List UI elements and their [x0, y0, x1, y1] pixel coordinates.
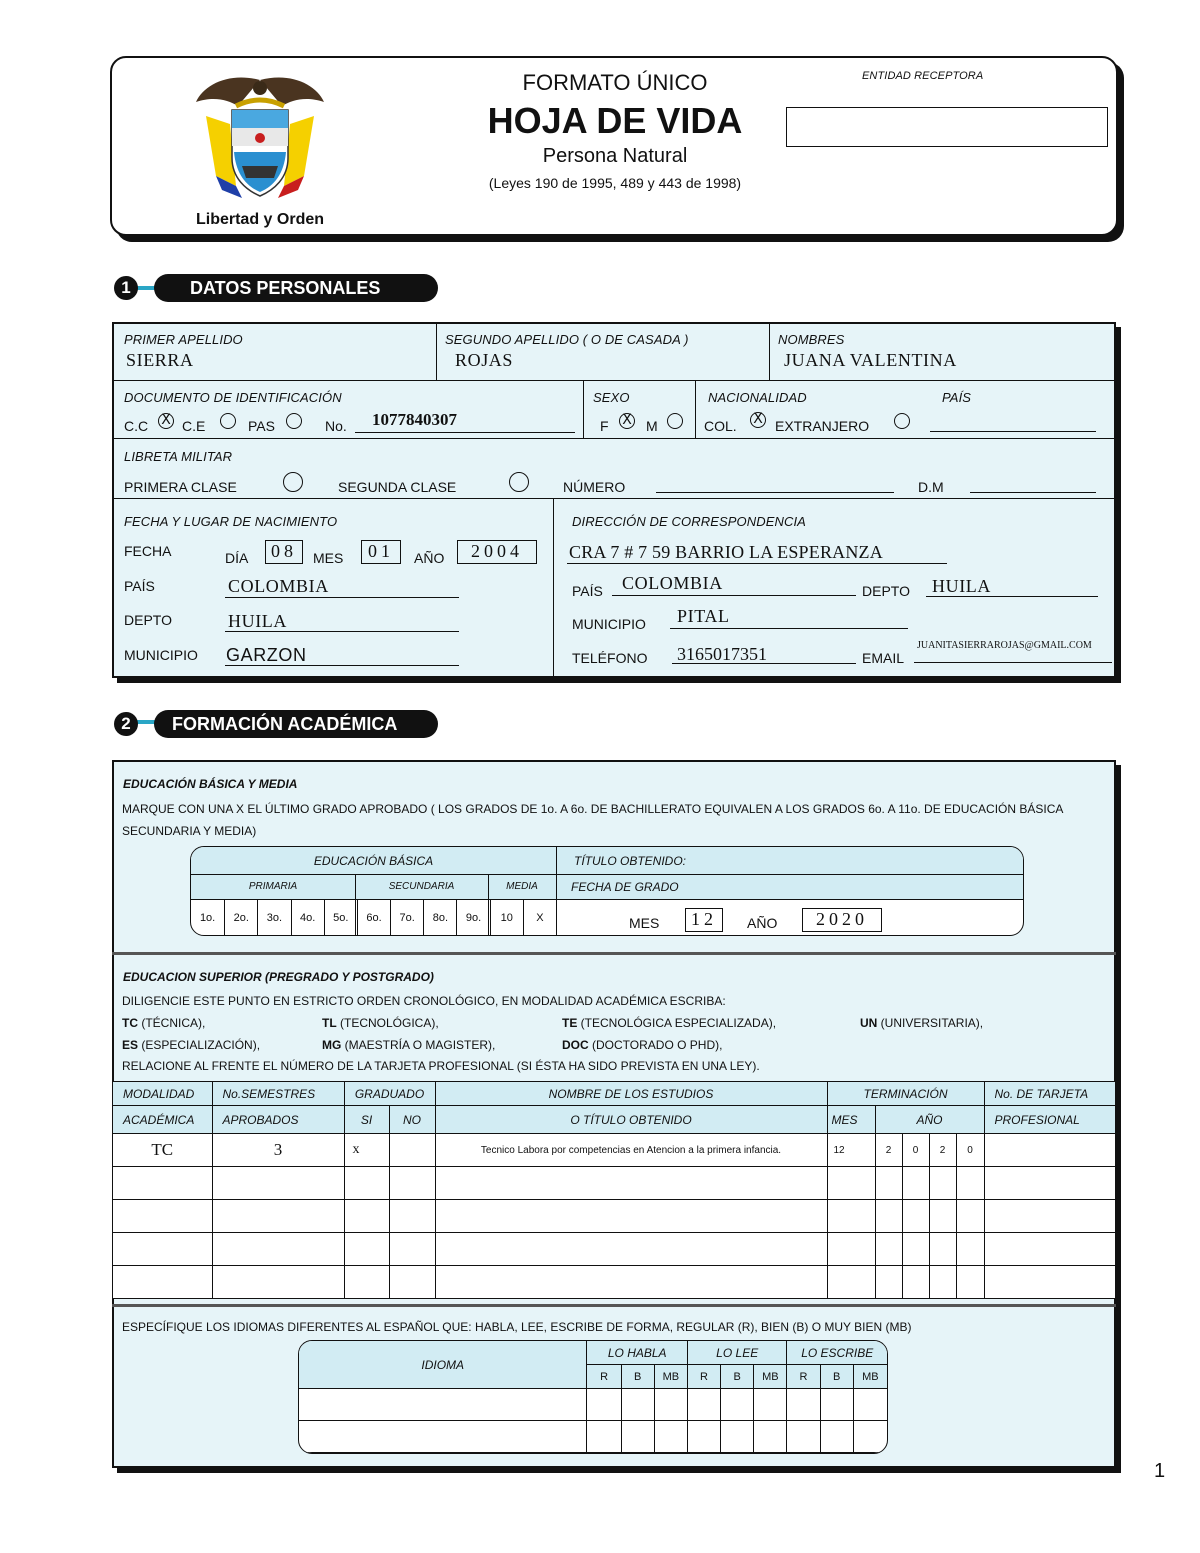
estudio-cell-si[interactable]: [344, 1266, 389, 1299]
dm-label: D.M: [918, 479, 944, 495]
idioma-level-cell[interactable]: [587, 1389, 621, 1421]
estudio-cell-y4[interactable]: [956, 1167, 984, 1200]
estudio-cell-nombre[interactable]: [435, 1167, 827, 1200]
estudio-cell-y4[interactable]: [956, 1200, 984, 1233]
lo-habla-header: LO HABLA: [587, 1341, 687, 1365]
estudio-cell-y4[interactable]: [956, 1266, 984, 1299]
level-mb-header: MB: [853, 1365, 887, 1389]
idioma-level-cell[interactable]: [621, 1389, 654, 1421]
estudio-cell-mes[interactable]: [827, 1200, 875, 1233]
grado-cell[interactable]: 2o.: [224, 899, 257, 936]
estudio-cell-si[interactable]: [344, 1167, 389, 1200]
estudio-cell-mes[interactable]: [827, 1233, 875, 1266]
mes-label: MES: [313, 550, 344, 566]
idioma-row: [299, 1421, 888, 1453]
col-tarjeta-header: No. DE TARJETA: [984, 1082, 1115, 1106]
superior-table: [113, 1081, 1115, 1299]
idiomas-table: [298, 1340, 888, 1453]
col-graduado-header: GRADUADO: [344, 1082, 435, 1106]
nacionalidad-label: NACIONALIDAD: [708, 390, 807, 405]
direccion-value[interactable]: CRA 7 # 7 59 BARRIO LA ESPERANZA: [569, 542, 883, 562]
cc-radio[interactable]: [158, 413, 174, 429]
section2-number: 2: [114, 712, 138, 736]
nombres-label: NOMBRES: [778, 332, 845, 347]
estudio-cell-y3[interactable]: [929, 1200, 956, 1233]
table-row: [113, 1200, 1115, 1233]
grado-cell[interactable]: 8o.: [423, 899, 456, 936]
m-label: M: [646, 418, 658, 434]
email-label: EMAIL: [862, 650, 905, 666]
segundo-apellido-value[interactable]: ROJAS: [455, 350, 514, 370]
secundaria-label: SECUNDARIA: [388, 881, 455, 892]
extranjero-radio[interactable]: [894, 413, 910, 429]
estudio-cell-no[interactable]: [389, 1134, 435, 1167]
estudio-cell-no[interactable]: [389, 1266, 435, 1299]
email-value[interactable]: JUANITASIERRAROJAS@GMAIL.COM: [917, 640, 1092, 651]
idioma-level-cell[interactable]: [820, 1389, 853, 1421]
modalidad-item: [562, 1038, 722, 1052]
estudio-cell-modalidad[interactable]: TC: [113, 1134, 212, 1167]
sexo-m-radio[interactable]: [667, 413, 683, 429]
idioma-level-cell[interactable]: [787, 1421, 820, 1453]
coat-of-arms-logo: [190, 66, 330, 230]
modalidad-desc: (DOCTORADO O PHD),: [588, 1038, 723, 1052]
grado-cell[interactable]: 1o.: [199, 912, 216, 924]
depto-dir-value[interactable]: HUILA: [932, 576, 991, 596]
col-semestres-header-2: APROBADOS: [212, 1106, 344, 1134]
municipio-dir-label: MUNICIPIO: [572, 616, 646, 632]
col-label: COL.: [704, 418, 737, 434]
pais-ext-label: PAÍS: [942, 390, 972, 405]
modalidad-desc: (UNIVERSITARIA),: [877, 1016, 984, 1030]
modalidad-desc: (TÉCNICA),: [138, 1016, 206, 1030]
segunda-clase-label: SEGUNDA CLASE: [338, 479, 457, 495]
col-mes-header: MES: [827, 1106, 875, 1134]
idioma-level-cell[interactable]: [721, 1421, 754, 1453]
estudio-cell-tarjeta[interactable]: [984, 1134, 1115, 1167]
estudio-cell-modalidad[interactable]: [113, 1167, 212, 1200]
table-row: [113, 1134, 1115, 1167]
municipio-nac-label: MUNICIPIO: [124, 647, 198, 663]
grado-mes-label: MES: [629, 915, 660, 931]
fecha-label: FECHA: [124, 543, 172, 559]
idioma-level-cell[interactable]: [721, 1389, 754, 1421]
level-mb-header: MB: [654, 1365, 687, 1389]
idioma-level-cell[interactable]: [820, 1421, 853, 1453]
logo-motto: Libertad y Orden: [195, 211, 325, 228]
basica-grid-frame: [190, 846, 1024, 936]
estudio-cell-tarjeta[interactable]: [984, 1200, 1115, 1233]
no-label: No.: [325, 418, 347, 434]
estudio-cell-y3[interactable]: [929, 1233, 956, 1266]
modalidad-desc: (MAESTRÍA O MAGISTER),: [341, 1038, 496, 1052]
col-tarjeta-header-2: PROFESIONAL: [984, 1106, 1115, 1134]
table-row: [113, 1167, 1115, 1200]
level-b-header: B: [721, 1365, 754, 1389]
modalidad-desc: (TECNOLÓGICA),: [336, 1016, 439, 1030]
educacion-basica-label: EDUCACIÓN BÁSICA: [313, 854, 434, 868]
estudio-cell-tarjeta[interactable]: [984, 1233, 1115, 1266]
dia-field[interactable]: 08: [265, 540, 303, 564]
col-radio[interactable]: [750, 412, 766, 428]
basica-instructions: MARQUE CON UNA X EL ÚLTIMO GRADO APROBADO ( LOS GRADOS DE 1o. A 6o. DE BACHILLERATO EQUIVALEN A LOS GRADOS 6o. A 11o. DE EDUCACIÓN BÁSICA SECUNDARIA Y MEDIA): [122, 802, 1063, 838]
idiomas-instructions: ESPECÍFIQUE LOS IDIOMAS DIFERENTES AL ESPAÑOL QUE: HABLA, LEE, ESCRIBE DE FORMA, REGULAR (R), BIEN (B) O MUY BIEN (MB): [122, 1320, 912, 1334]
lo-lee-header: LO LEE: [687, 1341, 786, 1365]
modalidad-item: [562, 1016, 776, 1030]
level-r-header: R: [587, 1365, 621, 1389]
estudio-cell-y1[interactable]: [875, 1266, 902, 1299]
anio-field[interactable]: 2004: [457, 540, 537, 564]
idioma-name-cell[interactable]: [299, 1421, 587, 1453]
grado-mes-field[interactable]: 12: [685, 908, 723, 932]
pas-radio[interactable]: [286, 413, 302, 429]
idioma-header: IDIOMA: [299, 1341, 587, 1389]
modalidades-list: [122, 1016, 1102, 1060]
grado-anio-field[interactable]: 2020: [802, 908, 882, 932]
modalidad-desc: (TECNOLÓGICA ESPECIALIZADA),: [577, 1016, 777, 1030]
mes-field[interactable]: 01: [361, 540, 401, 564]
primera-clase-radio[interactable]: [283, 472, 303, 492]
table-row: [113, 1233, 1115, 1266]
nacimiento-label: FECHA Y LUGAR DE NACIMIENTO: [124, 514, 338, 529]
modalidad-code: ES: [122, 1038, 139, 1052]
col-no-header: NO: [389, 1106, 435, 1134]
estudio-cell-y1[interactable]: [875, 1167, 902, 1200]
idioma-name-cell[interactable]: [299, 1389, 587, 1421]
estudio-cell-semestres[interactable]: [212, 1233, 344, 1266]
estudio-cell-modalidad[interactable]: [113, 1266, 212, 1299]
modalidad-item: [322, 1038, 495, 1052]
f-label: F: [600, 418, 609, 434]
basica-title: EDUCACIÓN BÁSICA Y MEDIA: [123, 777, 298, 791]
estudio-cell-tarjeta[interactable]: [984, 1167, 1115, 1200]
col-si-header: SI: [344, 1106, 389, 1134]
estudio-cell-y3[interactable]: [929, 1167, 956, 1200]
tarjeta-instructions: RELACIONE AL FRENTE EL NÚMERO DE LA TARJETA PROFESIONAL (SI ÉSTA HA SIDO PREVISTA EN UNA LEY).: [122, 1059, 760, 1073]
idioma-level-cell[interactable]: [853, 1389, 887, 1421]
col-terminacion-header: TERMINACIÓN: [827, 1082, 984, 1106]
estudio-cell-tarjeta[interactable]: [984, 1266, 1115, 1299]
col-estudios-header: NOMBRE DE LOS ESTUDIOS: [435, 1082, 827, 1106]
segundo-apellido-label: SEGUNDO APELLIDO ( O DE CASADA ): [445, 332, 689, 347]
numero-label: NÚMERO: [563, 479, 626, 495]
estudio-cell-y3[interactable]: 2: [929, 1134, 956, 1167]
estudio-cell-y4[interactable]: [956, 1233, 984, 1266]
title-top: FORMATO ÚNICO: [522, 70, 708, 95]
direccion-label: DIRECCIÓN DE CORRESPONDENCIA: [572, 514, 806, 529]
modalidad-item: [122, 1016, 205, 1030]
libreta-label: LIBRETA MILITAR: [124, 449, 233, 464]
estudio-cell-no[interactable]: [389, 1233, 435, 1266]
modalidad-item: [860, 1016, 983, 1030]
estudio-cell-nombre[interactable]: Tecnico Labora por competencias en Atencion a la primera infancia.: [435, 1134, 827, 1167]
idioma-level-cell[interactable]: [587, 1421, 621, 1453]
idioma-level-cell[interactable]: [754, 1421, 787, 1453]
municipio-nac-value[interactable]: GARZON: [226, 645, 307, 665]
col-estudios-header-2: O TÍTULO OBTENIDO: [435, 1106, 827, 1134]
modalidad-code: MG: [322, 1038, 342, 1052]
sexo-f-radio[interactable]: [619, 413, 635, 429]
grado-cell[interactable]: 7o.: [390, 899, 423, 936]
grado-cell[interactable]: 3o.: [257, 899, 290, 936]
idioma-level-cell[interactable]: [687, 1389, 720, 1421]
estudio-cell-y2[interactable]: [902, 1233, 929, 1266]
modalidad-code: TE: [562, 1016, 578, 1030]
estudio-cell-semestres[interactable]: [212, 1200, 344, 1233]
pais-dir-label: PAÍS: [572, 583, 603, 599]
estudio-cell-no[interactable]: [389, 1167, 435, 1200]
estudio-cell-modalidad[interactable]: [113, 1233, 212, 1266]
level-b-header: B: [820, 1365, 853, 1389]
section1-title: DATOS PERSONALES: [154, 274, 438, 302]
libreta-numero-field[interactable]: [656, 492, 894, 493]
idioma-level-cell[interactable]: [654, 1389, 687, 1421]
estudio-cell-semestres[interactable]: [212, 1167, 344, 1200]
modalidad-code: TL: [322, 1016, 337, 1030]
estudio-cell-semestres[interactable]: [212, 1266, 344, 1299]
modalidad-code: DOC: [562, 1038, 589, 1052]
primer-apellido-label: PRIMER APELLIDO: [124, 332, 243, 347]
depto-dir-label: DEPTO: [862, 583, 910, 599]
modalidad-code: UN: [860, 1016, 878, 1030]
subtitle: Persona Natural: [542, 145, 688, 167]
level-b-header: B: [621, 1365, 654, 1389]
col-modalidad-header-2: ACADÉMICA: [113, 1106, 212, 1134]
pais-extranjero-field[interactable]: [930, 431, 1096, 432]
idioma-level-cell[interactable]: [787, 1389, 820, 1421]
primera-clase-label: PRIMERA CLASE: [124, 479, 237, 495]
estudio-cell-y2[interactable]: [902, 1200, 929, 1233]
estudio-cell-y1[interactable]: [875, 1200, 902, 1233]
title-main: HOJA DE VIDA: [487, 100, 743, 141]
estudio-cell-y1[interactable]: [875, 1233, 902, 1266]
estudio-cell-y4[interactable]: 0: [956, 1134, 984, 1167]
modalidad-desc: (ESPECIALIZACIÓN),: [138, 1038, 261, 1052]
estudio-cell-si[interactable]: [344, 1233, 389, 1266]
level-mb-header: MB: [754, 1365, 787, 1389]
grado-cell[interactable]: 6o.: [357, 899, 390, 936]
estudio-cell-y3[interactable]: [929, 1266, 956, 1299]
documento-numero[interactable]: 1077840307: [372, 410, 457, 429]
estudio-cell-mes[interactable]: [827, 1167, 875, 1200]
estudio-cell-si[interactable]: x: [344, 1134, 389, 1167]
idioma-level-cell[interactable]: [654, 1421, 687, 1453]
estudio-cell-mes[interactable]: 12: [827, 1134, 875, 1167]
estudio-cell-semestres[interactable]: 3: [212, 1134, 344, 1167]
estudio-cell-no[interactable]: [389, 1200, 435, 1233]
estudio-cell-nombre[interactable]: [435, 1266, 827, 1299]
modalidad-code: TC: [122, 1016, 138, 1030]
estudio-cell-y2[interactable]: 0: [902, 1134, 929, 1167]
section2-title: FORMACIÓN ACADÉMICA: [154, 710, 438, 738]
ce-label: C.E: [182, 418, 206, 434]
grado-cell[interactable]: 10: [490, 899, 523, 936]
section1-number: 1: [114, 276, 138, 300]
idioma-level-cell[interactable]: [621, 1421, 654, 1453]
superior-title: EDUCACION SUPERIOR (PREGRADO Y POSTGRADO): [123, 970, 434, 984]
pais-dir-value[interactable]: COLOMBIA: [622, 573, 723, 593]
estudio-cell-si[interactable]: [344, 1200, 389, 1233]
pais-nac-label: PAÍS: [124, 578, 155, 594]
grado-cell[interactable]: 9o.: [456, 899, 489, 936]
table-row: [113, 1266, 1115, 1299]
titulo-obtenido-label: TÍTULO OBTENIDO:: [574, 854, 687, 868]
extranjero-label: EXTRANJERO: [775, 418, 870, 434]
superior-instructions: DILIGENCIE ESTE PUNTO EN ESTRICTO ORDEN CRONOLÓGICO, EN MODALIDAD ACADÉMICA ESCRIBA:: [122, 994, 726, 1008]
laws-text: (Leyes 190 de 1995, 489 y 443 de 1998): [488, 175, 742, 191]
entidad-field[interactable]: [786, 107, 1108, 147]
media-label: MEDIA: [506, 881, 538, 892]
pas-label: PAS: [248, 418, 275, 434]
telefono-label: TELÉFONO: [572, 650, 648, 666]
idiomas-frame: [298, 1340, 888, 1454]
anio-label: AÑO: [414, 550, 445, 566]
dm-field[interactable]: [970, 492, 1096, 493]
grados-row: [191, 899, 556, 936]
col-semestres-header: No.SEMESTRES: [212, 1082, 344, 1106]
entidad-label: ENTIDAD RECEPTORA: [862, 70, 984, 82]
ce-radio[interactable]: [220, 413, 236, 429]
modalidad-item: [322, 1016, 439, 1030]
col-anio-header: AÑO: [875, 1106, 984, 1134]
level-r-header: R: [687, 1365, 720, 1389]
municipio-dir-value[interactable]: PITAL: [677, 606, 730, 626]
estudio-cell-modalidad[interactable]: [113, 1200, 212, 1233]
lo-escribe-header: LO ESCRIBE: [787, 1341, 888, 1365]
page-number: 1: [1154, 1460, 1166, 1482]
nombres-value[interactable]: JUANA VALENTINA: [784, 350, 957, 370]
documento-label: DOCUMENTO DE IDENTIFICACIÓN: [124, 390, 342, 405]
cc-label: C.C: [124, 418, 149, 434]
telefono-value[interactable]: 3165017351: [677, 644, 767, 664]
pais-nac-value[interactable]: COLOMBIA: [228, 576, 329, 596]
grado-cell[interactable]: X: [523, 899, 556, 936]
level-r-header: R: [787, 1365, 820, 1389]
idioma-level-cell[interactable]: [853, 1421, 887, 1453]
modalidad-item: [122, 1038, 260, 1052]
grado-cell[interactable]: 4o.: [291, 899, 324, 936]
estudio-cell-y2[interactable]: [902, 1266, 929, 1299]
depto-nac-label: DEPTO: [124, 612, 172, 628]
grado-anio-label: AÑO: [747, 915, 778, 931]
idioma-row: [299, 1389, 888, 1421]
estudio-cell-nombre[interactable]: [435, 1233, 827, 1266]
dia-label: DÍA: [225, 550, 249, 566]
depto-nac-value[interactable]: HUILA: [228, 611, 287, 631]
segunda-clase-radio[interactable]: [509, 472, 529, 492]
col-modalidad-header: MODALIDAD: [113, 1082, 212, 1106]
estudio-cell-mes[interactable]: [827, 1266, 875, 1299]
primaria-label: PRIMARIA: [248, 881, 298, 892]
estudio-cell-nombre[interactable]: [435, 1200, 827, 1233]
sexo-label: SEXO: [593, 390, 630, 405]
fecha-grado-label: FECHA DE GRADO: [571, 880, 679, 894]
estudio-cell-y2[interactable]: [902, 1167, 929, 1200]
primer-apellido-value[interactable]: SIERRA: [126, 350, 194, 370]
idioma-level-cell[interactable]: [754, 1389, 787, 1421]
idioma-level-cell[interactable]: [687, 1421, 720, 1453]
estudio-cell-y1[interactable]: 2: [875, 1134, 902, 1167]
grado-cell[interactable]: 5o.: [324, 899, 357, 936]
